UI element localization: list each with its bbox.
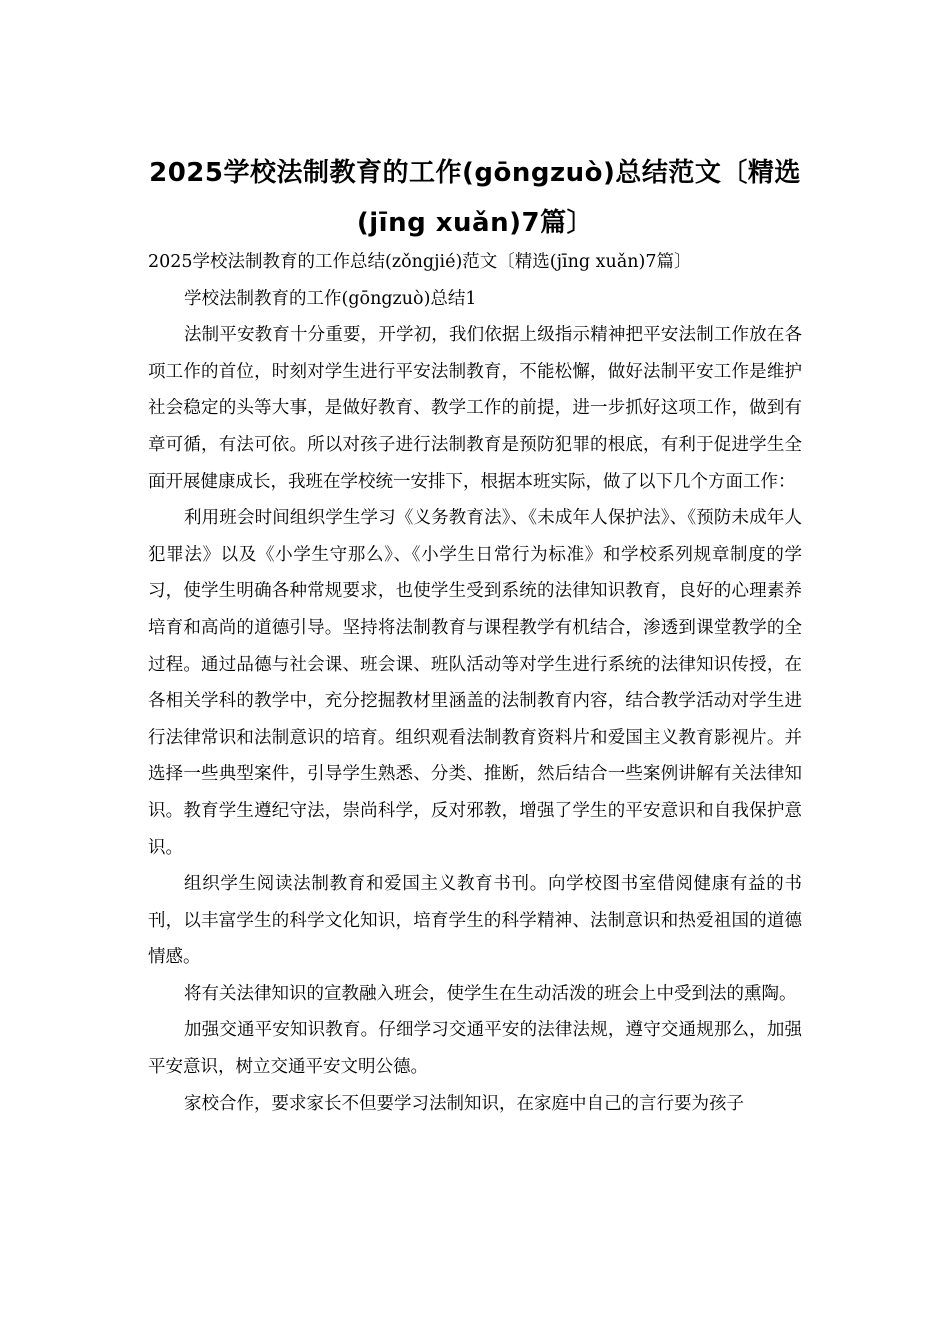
- section-heading: 学校法制教育的工作(gōngzuò)总结1: [184, 288, 477, 309]
- paragraph: 将有关法律知识的宣教融入班会，使学生在生动活泼的班会上中受到法的熏陶。: [184, 983, 797, 1004]
- document-title: 2025学校法制教育的工作(gōngzuò)总结范文〔精选(jīng xuǎn)7篇〕: [149, 158, 801, 238]
- paragraph: 组织学生阅读法制教育和爱国主义教育书刊。向学校图书室借阅健康有益的书刊，以丰富学生的科学文化知识，培育学生的科学精神、法制意识和热爱祖国的道德情感。: [148, 874, 802, 968]
- document-subtitle: 2025学校法制教育的工作总结(zǒngjié)范文〔精选(jīng xuǎn)7篇〕: [148, 252, 692, 272]
- document-body: [148, 244, 802, 1122]
- paragraph: 加强交通平安知识教育。仔细学习交通平安的法律法规，遵守交通规那么，加强平安意识，树立交通平安文明公德。: [148, 1020, 802, 1078]
- paragraph: 利用班会时间组织学生学习《义务教育法》、《未成年人保护法》、《预防未成年人犯罪法》以及《小学生守那么》、《小学生日常行为标准》和学校系列规章制度的学习，使学生明确各种常规要求，也使学生受到系统的法律知识教育，良好的心理素养培育和高尚的道德引导。坚持将法制教育与课程教学有机结合，渗透到课堂教学的全过程。通过品德与社会课、班会课、班队活动等对学生进行系统的法律知识传授，在各相关学科的教学中，充分挖掘教材里涵盖的法制教育内容，结合教学活动对学生进行法律常识和法制意识的培育。组织观看法制教育资料片和爱国主义教育影视片。并选择一些典型案件，引导学生熟悉、分类、推断，然后结合一些案例讲解有关法律知识。教育学生遵纪守法，崇尚科学，反对邪教，增强了学生的平安意识和自我保护意识。: [148, 508, 802, 858]
- paragraph: 家校合作，要求家长不但要学习法制知识，在家庭中自己的言行要为孩子: [184, 1093, 744, 1114]
- paragraph: 法制平安教育十分重要，开学初，我们依据上级指示精神把平安法制工作放在各项工作的首位，时刻对学生进行平安法制教育，不能松懈，做好法制平安工作是维护社会稳定的头等大事，是做好教育、教学工作的前提，进一步抓好这项工作，做到有章可循，有法可依。所以对孩子进行法制教育是预防犯罪的根底，有利于促进学生全面开展健康成长，我班在学校统一安排下，根据本班实际，做了以下几个方面工作：: [148, 325, 802, 492]
